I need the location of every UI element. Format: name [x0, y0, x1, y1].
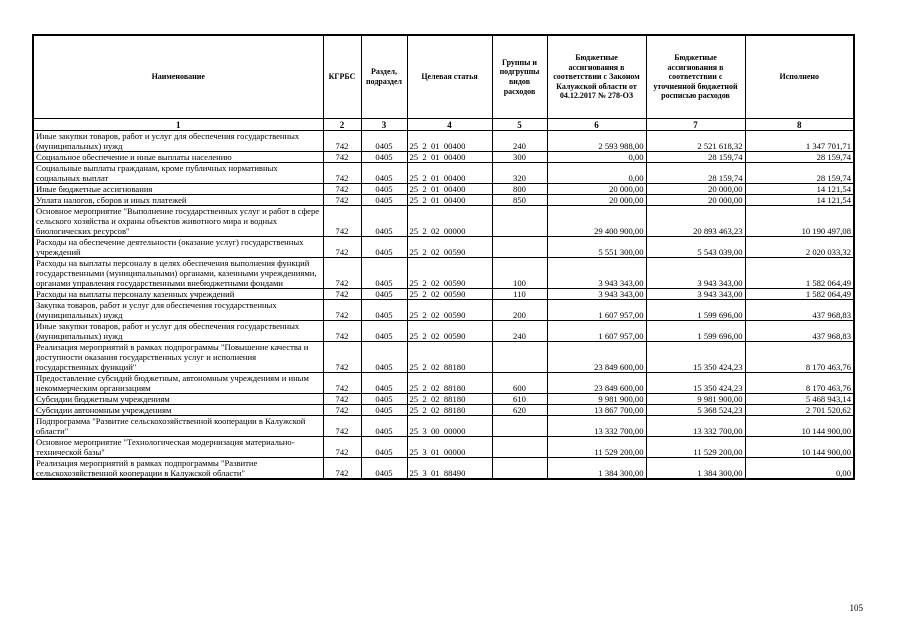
- row-tselevaya-statya-cell: 25 3 01 00000: [407, 437, 492, 458]
- row-razdel-cell: 0405: [361, 237, 407, 258]
- column-number-row: [33, 119, 854, 131]
- row-kgrbs-cell: 742: [323, 437, 361, 458]
- row-name-cell: Расходы на выплаты персоналу в целях обеспечения выполнения функций государственными (муниципальными) органами, казенными учреждениями, органами управления государственными внебюджетными фондами: [33, 258, 323, 289]
- row-razdel-cell: 0405: [361, 184, 407, 195]
- row-ispolneno-cell: 437 968,83: [745, 321, 854, 342]
- row-utochneno-cell: 20 000,00: [646, 195, 745, 206]
- table-row: [33, 405, 854, 416]
- row-name-cell: Иные закупки товаров, работ и услуг для обеспечения государственных (муниципальных) нужд: [33, 131, 323, 152]
- row-tselevaya-statya-cell: 25 2 01 00400: [407, 163, 492, 184]
- row-utochneno-cell: 13 332 700,00: [646, 416, 745, 437]
- row-name-cell: Предоставление субсидий бюджетным, автономным учреждениям и иным некоммерческим организациям: [33, 373, 323, 394]
- row-vid-cell: 610: [492, 394, 547, 405]
- table-row: [33, 458, 854, 480]
- row-vid-cell: 620: [492, 405, 547, 416]
- row-razdel-cell: 0405: [361, 258, 407, 289]
- row-kgrbs-cell: 742: [323, 131, 361, 152]
- table-row: [33, 131, 854, 152]
- table-body: [33, 131, 854, 480]
- column-number: 4: [407, 119, 492, 131]
- row-kgrbs-cell: 742: [323, 289, 361, 300]
- row-vid-cell: 850: [492, 195, 547, 206]
- row-plan-cell: 23 849 600,00: [547, 342, 646, 373]
- row-ispolneno-cell: 8 170 463,76: [745, 373, 854, 394]
- row-razdel-cell: 0405: [361, 437, 407, 458]
- row-vid-cell: [492, 416, 547, 437]
- row-ispolneno-cell: 14 121,54: [745, 184, 854, 195]
- table-row: [33, 416, 854, 437]
- row-tselevaya-statya-cell: 25 2 01 00400: [407, 184, 492, 195]
- row-ispolneno-cell: 2 020 033,32: [745, 237, 854, 258]
- row-utochneno-cell: 11 529 200,00: [646, 437, 745, 458]
- row-ispolneno-cell: 437 968,83: [745, 300, 854, 321]
- row-utochneno-cell: 28 159,74: [646, 163, 745, 184]
- row-utochneno-cell: 28 159,74: [646, 152, 745, 163]
- row-kgrbs-cell: 742: [323, 416, 361, 437]
- row-utochneno-cell: 3 943 343,00: [646, 289, 745, 300]
- row-utochneno-cell: 20 000,00: [646, 184, 745, 195]
- row-vid-cell: [492, 237, 547, 258]
- row-utochneno-cell: 3 943 343,00: [646, 258, 745, 289]
- row-razdel-cell: 0405: [361, 342, 407, 373]
- row-plan-cell: 0,00: [547, 152, 646, 163]
- row-utochneno-cell: 5 368 524,23: [646, 405, 745, 416]
- row-utochneno-cell: 2 521 618,32: [646, 131, 745, 152]
- table-row: [33, 289, 854, 300]
- row-kgrbs-cell: 742: [323, 394, 361, 405]
- table-row: [33, 321, 854, 342]
- row-ispolneno-cell: 10 144 900,00: [745, 437, 854, 458]
- row-ispolneno-cell: 14 121,54: [745, 195, 854, 206]
- row-ispolneno-cell: 1 347 701,71: [745, 131, 854, 152]
- row-razdel-cell: 0405: [361, 195, 407, 206]
- row-ispolneno-cell: 5 468 943,14: [745, 394, 854, 405]
- row-razdel-cell: 0405: [361, 300, 407, 321]
- row-kgrbs-cell: 742: [323, 237, 361, 258]
- row-kgrbs-cell: 742: [323, 163, 361, 184]
- row-vid-cell: [492, 342, 547, 373]
- row-tselevaya-statya-cell: 25 3 00 00000: [407, 416, 492, 437]
- table-row: [33, 184, 854, 195]
- row-tselevaya-statya-cell: 25 2 02 00590: [407, 237, 492, 258]
- row-razdel-cell: 0405: [361, 321, 407, 342]
- page-number: 105: [849, 603, 863, 613]
- row-tselevaya-statya-cell: 25 2 02 00590: [407, 300, 492, 321]
- table-row: [33, 195, 854, 206]
- table-row: [33, 152, 854, 163]
- header-plan-zakon: Бюджетные ассигнования в соответствии с Законом Калужской области от 04.12.2017 № 278-ОЗ: [547, 35, 646, 119]
- row-vid-cell: [492, 437, 547, 458]
- header-name: Наименование: [33, 35, 323, 119]
- row-kgrbs-cell: 742: [323, 458, 361, 480]
- table-row: [33, 437, 854, 458]
- row-ispolneno-cell: 8 170 463,76: [745, 342, 854, 373]
- row-ispolneno-cell: 1 582 064,49: [745, 258, 854, 289]
- row-kgrbs-cell: 742: [323, 184, 361, 195]
- row-tselevaya-statya-cell: 25 2 02 00590: [407, 258, 492, 289]
- row-kgrbs-cell: 742: [323, 206, 361, 237]
- row-plan-cell: 20 000,00: [547, 195, 646, 206]
- column-number: 3: [361, 119, 407, 131]
- row-plan-cell: 1 384 300,00: [547, 458, 646, 480]
- row-vid-cell: 100: [492, 258, 547, 289]
- row-plan-cell: 9 981 900,00: [547, 394, 646, 405]
- row-razdel-cell: 0405: [361, 206, 407, 237]
- row-plan-cell: 3 943 343,00: [547, 289, 646, 300]
- row-tselevaya-statya-cell: 25 2 02 00590: [407, 289, 492, 300]
- row-ispolneno-cell: 2 701 520,62: [745, 405, 854, 416]
- table-row: [33, 206, 854, 237]
- row-kgrbs-cell: 742: [323, 258, 361, 289]
- row-utochneno-cell: 1 384 300,00: [646, 458, 745, 480]
- row-utochneno-cell: 20 893 463,23: [646, 206, 745, 237]
- table-row: [33, 163, 854, 184]
- row-plan-cell: 2 593 988,00: [547, 131, 646, 152]
- header-vid-raskhodov: Группы и подгруппы видов расходов: [492, 35, 547, 119]
- row-tselevaya-statya-cell: 25 2 02 00590: [407, 321, 492, 342]
- column-number: 1: [33, 119, 323, 131]
- row-name-cell: Основное мероприятие "Технологическая модернизация материально-технической базы": [33, 437, 323, 458]
- row-razdel-cell: 0405: [361, 458, 407, 480]
- row-ispolneno-cell: 28 159,74: [745, 163, 854, 184]
- column-number: 7: [646, 119, 745, 131]
- row-razdel-cell: 0405: [361, 163, 407, 184]
- header-kgrbs: КГРБС: [323, 35, 361, 119]
- row-name-cell: Иные закупки товаров, работ и услуг для обеспечения государственных (муниципальных) нужд: [33, 321, 323, 342]
- row-name-cell: Реализация мероприятий в рамках подпрограммы "Развитие сельскохозяйственной кооперации в Калужской области": [33, 458, 323, 480]
- row-ispolneno-cell: 10 190 497,08: [745, 206, 854, 237]
- row-vid-cell: 600: [492, 373, 547, 394]
- row-ispolneno-cell: 0,00: [745, 458, 854, 480]
- row-ispolneno-cell: 28 159,74: [745, 152, 854, 163]
- row-ispolneno-cell: 1 582 064,49: [745, 289, 854, 300]
- row-tselevaya-statya-cell: 25 2 02 88180: [407, 394, 492, 405]
- row-name-cell: Социальное обеспечение и иные выплаты населению: [33, 152, 323, 163]
- row-vid-cell: 800: [492, 184, 547, 195]
- row-plan-cell: 0,00: [547, 163, 646, 184]
- row-tselevaya-statya-cell: 25 2 02 88180: [407, 342, 492, 373]
- row-utochneno-cell: 15 350 424,23: [646, 373, 745, 394]
- row-name-cell: Расходы на выплаты персоналу казенных учреждений: [33, 289, 323, 300]
- row-kgrbs-cell: 742: [323, 342, 361, 373]
- row-tselevaya-statya-cell: 25 2 01 00400: [407, 195, 492, 206]
- row-kgrbs-cell: 742: [323, 373, 361, 394]
- row-name-cell: Субсидии автономным учреждениям: [33, 405, 323, 416]
- row-name-cell: Социальные выплаты гражданам, кроме публичных нормативных социальных выплат: [33, 163, 323, 184]
- row-vid-cell: 110: [492, 289, 547, 300]
- row-name-cell: Иные бюджетные ассигнования: [33, 184, 323, 195]
- row-vid-cell: 300: [492, 152, 547, 163]
- row-utochneno-cell: 5 543 039,00: [646, 237, 745, 258]
- table-row: [33, 342, 854, 373]
- row-name-cell: Реализация мероприятий в рамках подпрограммы "Повышение качества и доступности оказания государственных услуг и исполнения государственных функций": [33, 342, 323, 373]
- row-tselevaya-statya-cell: 25 2 02 00000: [407, 206, 492, 237]
- row-tselevaya-statya-cell: 25 2 02 88180: [407, 405, 492, 416]
- row-razdel-cell: 0405: [361, 152, 407, 163]
- table-row: [33, 258, 854, 289]
- row-ispolneno-cell: 10 144 900,00: [745, 416, 854, 437]
- row-razdel-cell: 0405: [361, 405, 407, 416]
- row-kgrbs-cell: 742: [323, 152, 361, 163]
- row-name-cell: Расходы на обеспечение деятельности (оказание услуг) государственных учреждений: [33, 237, 323, 258]
- row-razdel-cell: 0405: [361, 394, 407, 405]
- row-kgrbs-cell: 742: [323, 405, 361, 416]
- row-tselevaya-statya-cell: 25 2 01 00400: [407, 131, 492, 152]
- table-row: [33, 237, 854, 258]
- row-kgrbs-cell: 742: [323, 321, 361, 342]
- column-number: 6: [547, 119, 646, 131]
- row-vid-cell: [492, 206, 547, 237]
- column-number: 5: [492, 119, 547, 131]
- budget-table: [32, 34, 855, 480]
- row-razdel-cell: 0405: [361, 289, 407, 300]
- row-utochneno-cell: 1 599 696,00: [646, 321, 745, 342]
- row-razdel-cell: 0405: [361, 416, 407, 437]
- row-name-cell: Закупка товаров, работ и услуг для обеспечения государственных (муниципальных) нужд: [33, 300, 323, 321]
- row-plan-cell: 1 607 957,00: [547, 321, 646, 342]
- row-plan-cell: 11 529 200,00: [547, 437, 646, 458]
- column-number: 8: [745, 119, 854, 131]
- row-plan-cell: 29 400 900,00: [547, 206, 646, 237]
- row-plan-cell: 5 551 300,00: [547, 237, 646, 258]
- row-plan-cell: 20 000,00: [547, 184, 646, 195]
- row-plan-cell: 23 849 600,00: [547, 373, 646, 394]
- row-plan-cell: 3 943 343,00: [547, 258, 646, 289]
- row-tselevaya-statya-cell: 25 2 01 00400: [407, 152, 492, 163]
- row-vid-cell: 240: [492, 131, 547, 152]
- row-kgrbs-cell: 742: [323, 300, 361, 321]
- row-name-cell: Субсидии бюджетным учреждениям: [33, 394, 323, 405]
- header-row: [33, 35, 854, 119]
- row-plan-cell: 13 332 700,00: [547, 416, 646, 437]
- row-vid-cell: 200: [492, 300, 547, 321]
- row-vid-cell: 240: [492, 321, 547, 342]
- row-name-cell: Подпрограмма "Развитие сельскохозяйственной кооперации в Калужской области": [33, 416, 323, 437]
- row-name-cell: Основное мероприятие "Выполнение государственных услуг и работ в сфере сельского хозяйства и охраны объектов животного мира и водных биологических ресурсов": [33, 206, 323, 237]
- row-name-cell: Уплата налогов, сборов и иных платежей: [33, 195, 323, 206]
- header-tselevaya-statya: Целевая статья: [407, 35, 492, 119]
- row-plan-cell: 13 867 700,00: [547, 405, 646, 416]
- header-utochnennaya-rospis: Бюджетные ассигнования в соответствии с уточненной бюджетной росписью расходов: [646, 35, 745, 119]
- header-ispolneno: Исполнено: [745, 35, 854, 119]
- table-row: [33, 373, 854, 394]
- row-utochneno-cell: 1 599 696,00: [646, 300, 745, 321]
- row-vid-cell: 320: [492, 163, 547, 184]
- row-tselevaya-statya-cell: 25 3 01 88490: [407, 458, 492, 480]
- row-kgrbs-cell: 742: [323, 195, 361, 206]
- row-razdel-cell: 0405: [361, 131, 407, 152]
- row-razdel-cell: 0405: [361, 373, 407, 394]
- row-vid-cell: [492, 458, 547, 480]
- row-utochneno-cell: 9 981 900,00: [646, 394, 745, 405]
- table-row: [33, 300, 854, 321]
- row-tselevaya-statya-cell: 25 2 02 88180: [407, 373, 492, 394]
- header-razdel: Раздел, подраздел: [361, 35, 407, 119]
- column-number: 2: [323, 119, 361, 131]
- row-utochneno-cell: 15 350 424,23: [646, 342, 745, 373]
- table-row: [33, 394, 854, 405]
- row-plan-cell: 1 607 957,00: [547, 300, 646, 321]
